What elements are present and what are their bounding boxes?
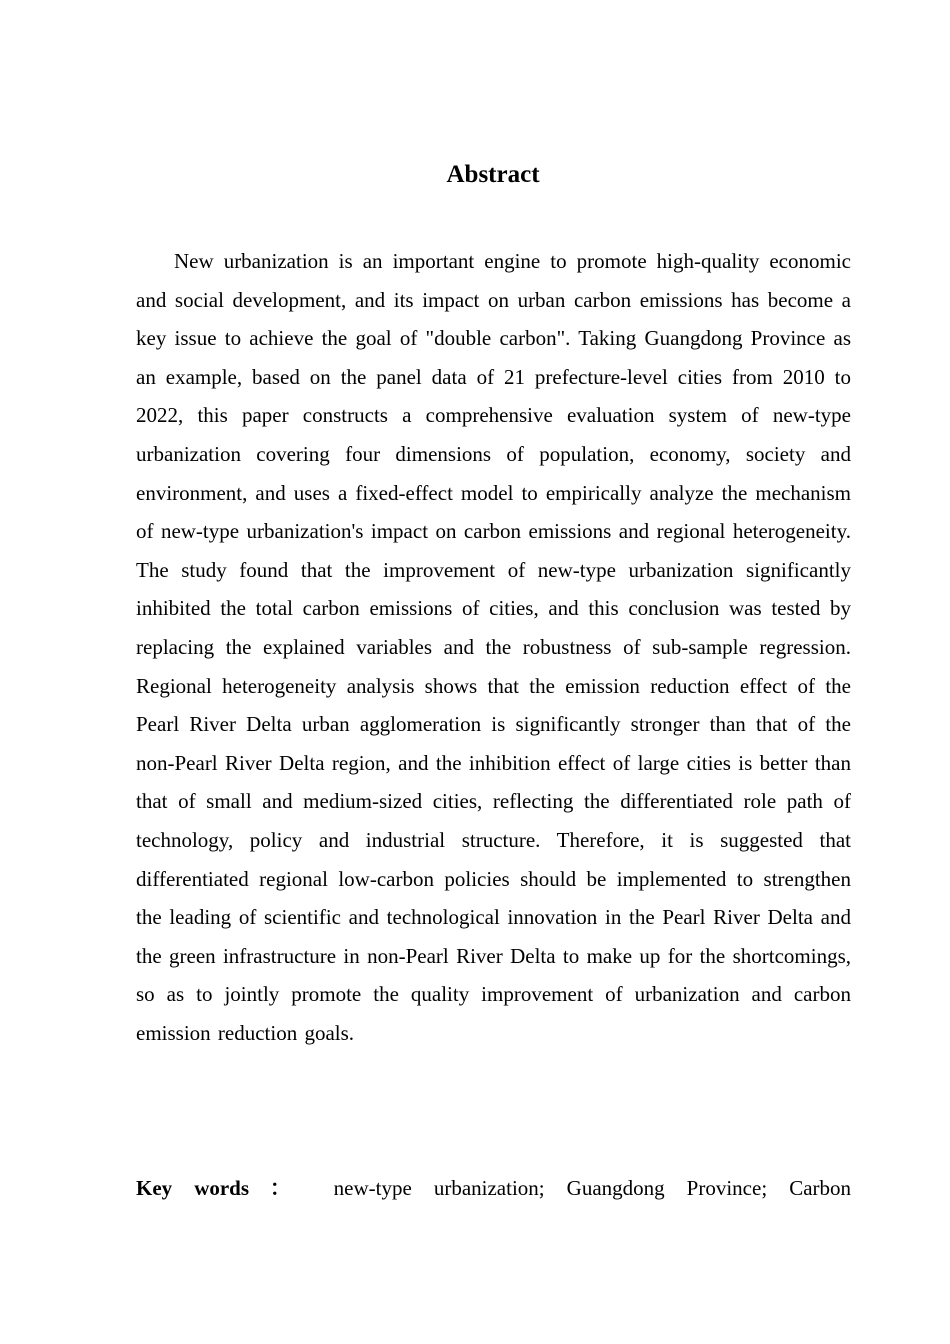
keywords-line: [136, 1169, 851, 1208]
keywords-label: Key words: [136, 1176, 250, 1200]
abstract-paragraph: New urbanization is an important engine to promote high-quality economic and social development, and its impact on urban carbon emissions has become a key issue to achieve the goal of "double carbon". Taking Guangdong Province as an example, based on the panel data of 21 prefecture-level cities from 2010 to 2022, this paper constructs a comprehensive evaluation system of new-type urbanization covering four dimensions of population, economy, society and environment, and uses a fixed-effect model to empirically analyze the mechanism of new-type urbanization's impact on carbon emissions and regional heterogeneity. The study found that the improvement of new-type urbanization significantly inhibited the total carbon emissions of cities, and this conclusion was tested by replacing the explained variables and the robustness of sub-sample regression. Regional heterogeneity analysis shows that the emission reduction effect of the Pearl River Delta urban agglomeration is significantly stronger than that of the non-Pearl River Delta region, and the inhibition effect of large cities is better than that of small and medium-sized cities, reflecting the differentiated role path of technology, policy and industrial structure. Therefore, it is suggested that differentiated regional low-carbon policies should be implemented to strengthen the leading of scientific and technological innovation in the Pearl River Delta and the green infrastructure in non-Pearl River Delta to make up for the shortcomings, so as to jointly promote the quality improvement of urbanization and carbon emission reduction goals.: [136, 249, 851, 1045]
abstract-heading: Abstract: [446, 161, 540, 188]
keywords-separator: ：: [253, 1176, 308, 1200]
keywords-text: new-type urbanization; Guangdong Province; Carbon: [333, 1176, 851, 1200]
